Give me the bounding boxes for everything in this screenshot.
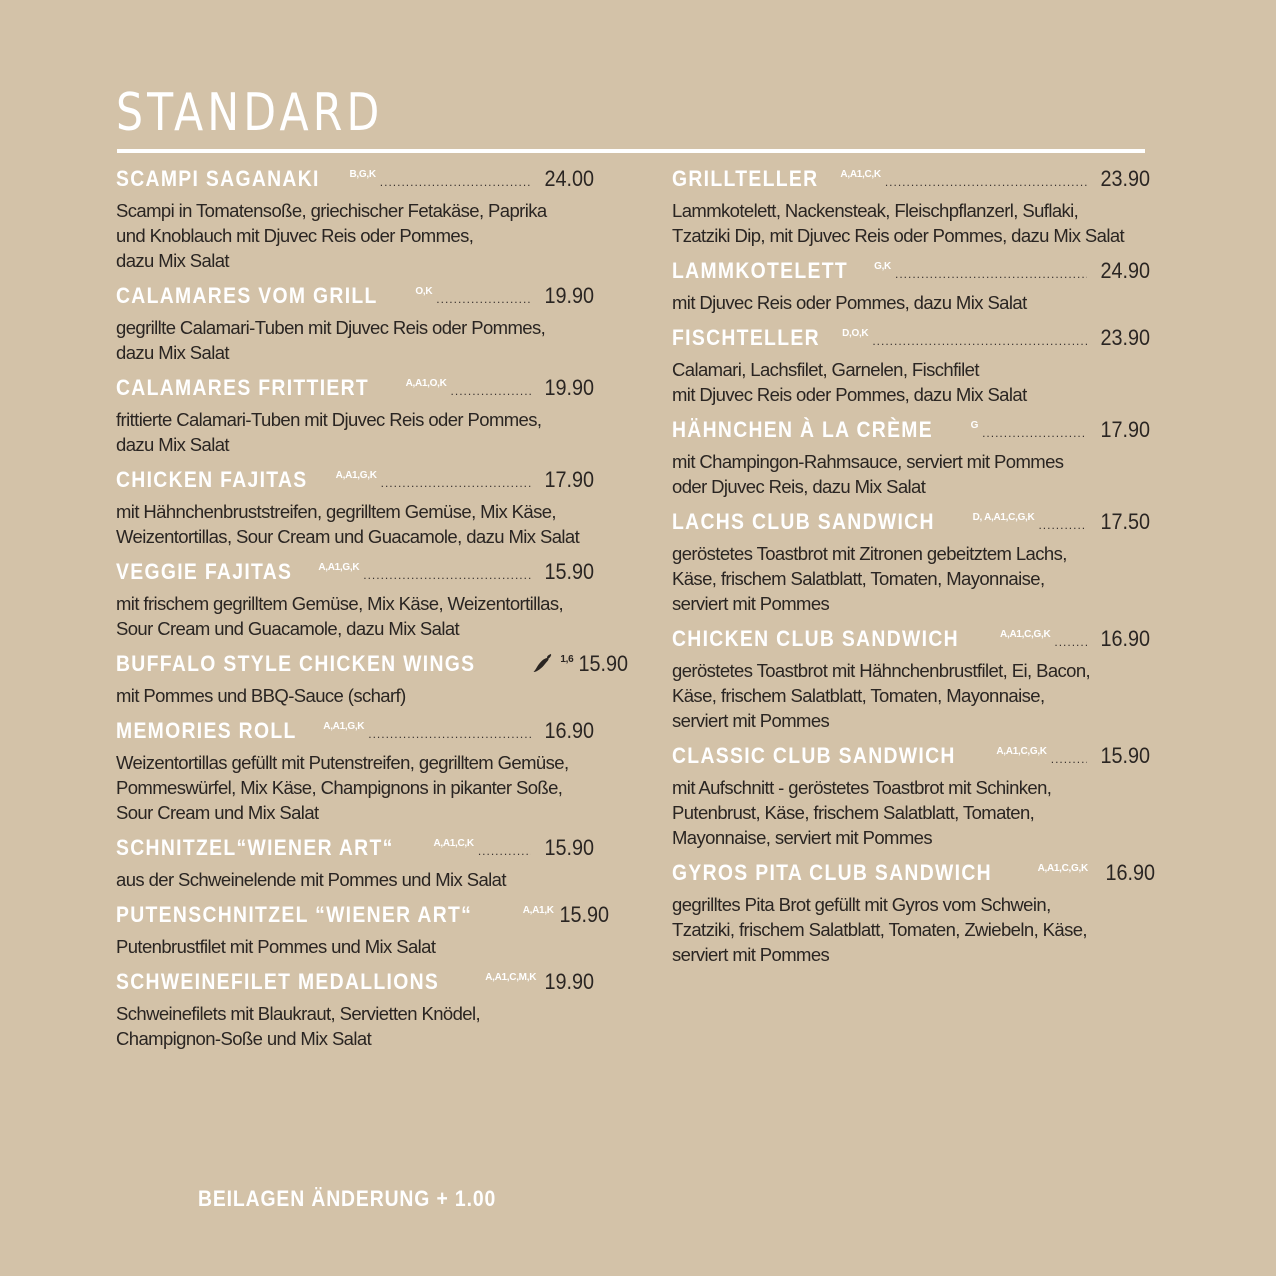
title-divider (117, 149, 1145, 153)
item-description: Lammkotelett, Nackensteak, Fleischpflanzerl, Suflaki, Tzatziki Dip, mit Djuvec Reis oder Pommes, dazu Mix Salat (672, 200, 1125, 246)
item-allergens: A,A1,C,M,K (485, 972, 537, 983)
item-name: SCHWEINEFILET MEDALLIONS (116, 969, 440, 994)
item-price: 24.00 (544, 166, 594, 191)
item-description: Calamari, Lachsfilet, Garnelen, Fischfilet mit Djuvec Reis oder Pommes, dazu Mix Salat (672, 359, 1027, 405)
menu-item (116, 555, 594, 641)
leader-dots (451, 374, 531, 408)
item-name: GRILLTELLER (672, 166, 819, 191)
menu-item (672, 162, 1150, 248)
item-allergens: D, A,A1,C,G,K (972, 512, 1035, 523)
item-description: gegrillte Calamari-Tuben mit Djuvec Reis oder Pommes, dazu Mix Salat (116, 317, 546, 363)
menu-item (672, 856, 1155, 967)
leader-dots (478, 834, 531, 868)
item-description: mit Champingon-Rahmsauce, serviert mit Pommes oder Djuvec Reis, dazu Mix Salat (672, 451, 1064, 497)
item-name: LACHS CLUB SANDWICH (672, 509, 935, 534)
item-allergens: A,A1,G,K (335, 470, 377, 481)
item-description: mit Aufschnitt - geröstetes Toastbrot mit Schinken, Putenbrust, Käse, frischem Salatblatt, Tomaten, Mayonnaise, serviert mit Pommes (672, 777, 1052, 848)
item-name: BUFFALO STYLE CHICKEN WINGS (116, 651, 476, 676)
leader-dots (1054, 625, 1087, 659)
item-allergens: D,O,K (842, 328, 869, 339)
item-price: 17.90 (544, 467, 594, 492)
item-price: 15.90 (1100, 743, 1150, 768)
menu-item (672, 739, 1150, 850)
item-price: 19.90 (544, 283, 594, 308)
item-name: GYROS PITA CLUB SANDWICH (672, 860, 992, 885)
menu-column-right (672, 162, 1155, 973)
item-price: 17.90 (1100, 417, 1150, 442)
menu-column-left (116, 162, 629, 1057)
item-name: HÄHNCHEN À LA CRÈME (672, 417, 933, 442)
leader-dots (381, 466, 531, 500)
item-price: 16.90 (544, 718, 594, 743)
leader-dots (1038, 508, 1086, 542)
item-price: 15.90 (559, 902, 609, 927)
item-name: CALAMARES VOM GRILL (116, 283, 378, 308)
item-name: FISCHTELLER (672, 325, 820, 350)
item-description: mit frischem gegrilltem Gemüse, Mix Käse, Weizentortillas, Sour Cream und Guacamole, dazu Mix Salat (116, 593, 564, 639)
menu-item (672, 413, 1150, 499)
leader-dots (363, 558, 531, 592)
item-name: PUTENSCHNITZEL “WIENER ART“ (116, 902, 473, 927)
item-description: aus der Schweinelende mit Pommes und Mix Salat (116, 869, 506, 890)
item-allergens: A,A1,C,G,K (1000, 629, 1051, 640)
item-price: 16.90 (1105, 860, 1155, 885)
menu-item (672, 254, 1150, 315)
menu-item (116, 279, 594, 365)
item-price: 17.50 (1100, 509, 1150, 534)
item-description: mit Djuvec Reis oder Pommes, dazu Mix Salat (672, 292, 1027, 313)
item-allergens: A,A1,K (522, 905, 554, 916)
item-price: 19.90 (544, 969, 594, 994)
menu-item (116, 371, 594, 457)
leader-dots (368, 717, 531, 751)
item-description: mit Pommes und BBQ-Sauce (scharf) (116, 685, 406, 706)
item-allergens: A,A1,C,G,K (996, 746, 1047, 757)
item-allergens: A,A1,G,K (318, 562, 360, 573)
item-name: SCHNITZEL“WIENER ART“ (116, 835, 394, 860)
menu-item (116, 714, 594, 825)
item-allergens: G (970, 420, 979, 431)
item-description: geröstetes Toastbrot mit Hähnchenbrustfilet, Ei, Bacon, Käse, frischem Salatblatt, Tomaten, Mayonnaise, serviert mit Pommes (672, 660, 1091, 731)
menu-item (116, 162, 594, 273)
item-name: CALAMARES FRITTIERT (116, 375, 370, 400)
item-description: Scampi in Tomatensoße, griechischer Fetakäse, Paprika und Knoblauch mit Djuvec Reis oder Pommes, dazu Mix Salat (116, 200, 547, 271)
item-allergens: A,A1,C,K (433, 838, 474, 849)
item-name: VEGGIE FAJITAS (116, 559, 293, 584)
item-allergens: A,A1,C,K (840, 169, 881, 180)
item-price: 16.90 (1100, 626, 1150, 651)
leader-dots (380, 165, 531, 199)
menu-item (116, 463, 594, 549)
leader-dots (436, 282, 531, 316)
item-name: LAMMKOTELETT (672, 258, 849, 283)
item-description: mit Hähnchenbruststreifen, gegrilltem Gemüse, Mix Käse, Weizentortillas, Sour Cream und Guacamole, dazu Mix Salat (116, 501, 580, 547)
item-price: 15.90 (578, 651, 629, 676)
item-price: 15.90 (544, 835, 594, 860)
item-description: Weizentortillas gefüllt mit Putenstreifen, gegrilltem Gemüse, Pommeswürfel, Mix Käse, Champignons in pikanter Soße, Sour Cream und Mix Salat (116, 752, 569, 823)
item-name: CLASSIC CLUB SANDWICH (672, 743, 956, 768)
leader-dots (982, 416, 1087, 450)
leader-dots (885, 165, 1087, 199)
item-name: MEMORIES ROLL (116, 718, 297, 743)
menu-item (116, 831, 594, 892)
item-allergens: B,G,K (349, 169, 376, 180)
item-name: CHICKEN FAJITAS (116, 467, 308, 492)
menu-item (116, 898, 609, 959)
item-description: Putenbrustfilet mit Pommes und Mix Salat (116, 936, 436, 957)
menu-item (672, 622, 1150, 733)
item-price: 24.90 (1100, 258, 1150, 283)
item-description: gegrilltes Pita Brot gefüllt mit Gyros vom Schwein, Tzatziki, frischem Salatblatt, Tomaten, Zwiebeln, Käse, serviert mit Pommes (672, 894, 1087, 965)
menu-item (116, 965, 594, 1051)
item-allergens: 1,6 (560, 654, 574, 665)
menu-title: STANDARD (116, 83, 384, 143)
item-allergens: A,A1,C,G,K (1037, 863, 1088, 874)
item-allergens: A,A1,G,K (323, 721, 365, 732)
item-allergens: G,K (874, 261, 891, 272)
item-name: CHICKEN CLUB SANDWICH (672, 626, 959, 651)
leader-dots (1051, 742, 1087, 776)
item-price: 23.90 (1100, 166, 1150, 191)
item-description: geröstetes Toastbrot mit Zitronen gebeitztem Lachs, Käse, frischem Salatblatt, Tomaten, Mayonnaise, serviert mit Pommes (672, 543, 1067, 614)
menu-item (672, 321, 1150, 407)
item-price: 23.90 (1100, 325, 1150, 350)
item-price: 19.90 (544, 375, 594, 400)
item-allergens: O,K (415, 286, 433, 297)
item-price: 15.90 (544, 559, 594, 584)
item-allergens: A,A1,O,K (405, 378, 447, 389)
item-name: SCAMPI SAGANAKI (116, 166, 320, 191)
menu-item (672, 505, 1150, 616)
chili-pepper-icon (532, 652, 554, 687)
leader-dots (872, 324, 1087, 358)
leader-dots (895, 257, 1087, 291)
menu-item (116, 647, 629, 708)
item-description: frittierte Calamari-Tuben mit Djuvec Reis oder Pommes, dazu Mix Salat (116, 409, 542, 455)
side-change-note: BEILAGEN ÄNDERUNG + 1.00 (198, 1186, 497, 1211)
item-description: Schweinefilets mit Blaukraut, Servietten Knödel, Champignon-Soße und Mix Salat (116, 1003, 481, 1049)
